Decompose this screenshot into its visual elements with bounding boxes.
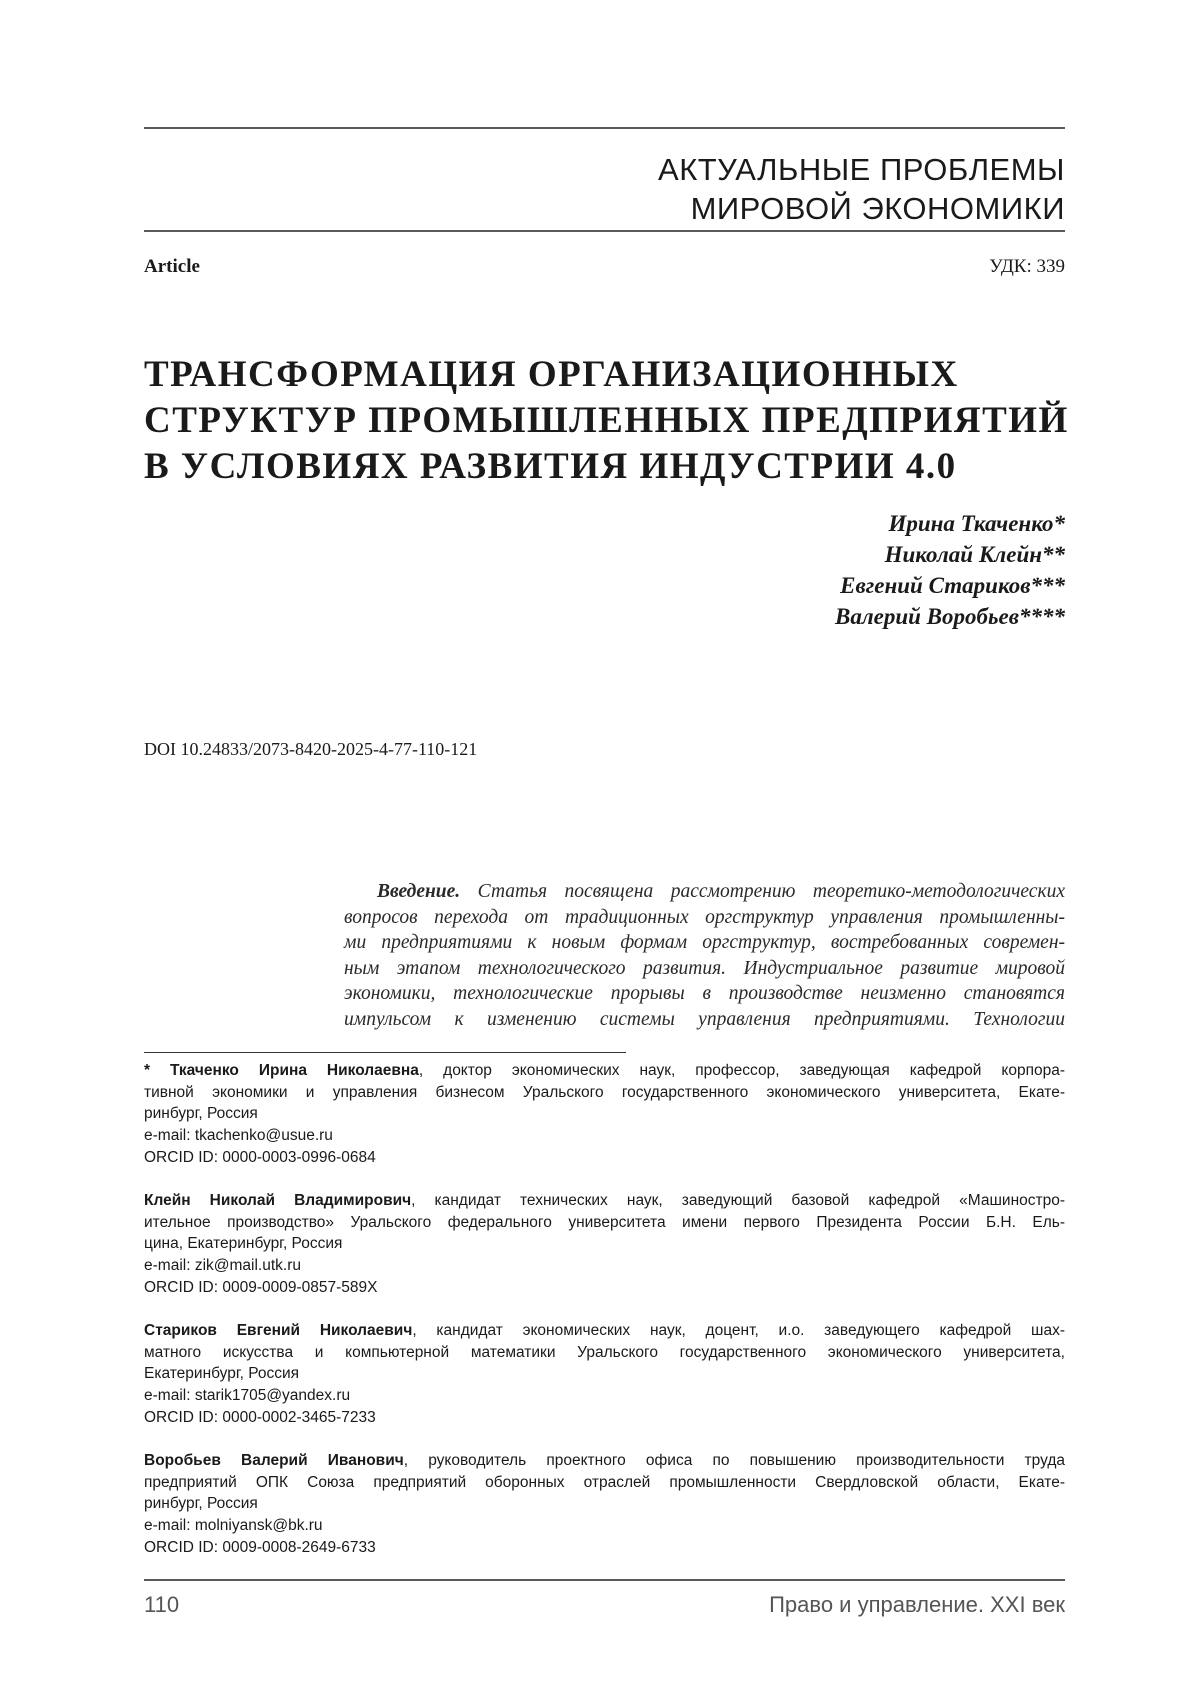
- journal-name: Право и управление. XXI век: [769, 1592, 1065, 1617]
- author-list: [835, 508, 1065, 632]
- section-title-line2: МИРОВОЙ ЭКОНОМИКИ: [690, 191, 1065, 226]
- footnote-email[interactable]: e-mail: molniyansk@bk.ru: [144, 1517, 323, 1535]
- author-footnote: [144, 1450, 1065, 1559]
- author-footnotes: [144, 1060, 1065, 1580]
- footnote-text: , кандидат технических наук, заведующий базовой кафедрой «Машиностро-: [411, 1192, 1065, 1210]
- footnote-line: ринбург, Россия: [144, 1105, 258, 1123]
- footnote-email[interactable]: e-mail: starik1705@yandex.ru: [144, 1387, 351, 1405]
- author-name: Ирина Ткаченко*: [888, 511, 1065, 536]
- footnote-orcid: ORCID ID: 0000-0003-0996-0684: [144, 1148, 376, 1166]
- footnote-author-name: Воробьев Валерий Иванович: [144, 1452, 404, 1470]
- page-number: 110: [144, 1592, 180, 1617]
- udk-code: УДК: 339: [989, 256, 1065, 277]
- footnote-email[interactable]: e-mail: tkachenko@usue.ru: [144, 1127, 333, 1145]
- footnote-line: предприятий ОПК Союза предприятий оборонных отраслей промышленности Свердловской области, Екате-: [144, 1473, 1065, 1491]
- section-rule: [144, 230, 1065, 232]
- footnote-line: [144, 1190, 1065, 1212]
- abstract-line: экономики, технологические прорывы в производстве неизменно становятся: [344, 983, 1065, 1004]
- footnote-line: матного искусства и компьютерной математики Уральского государственного экономического университета,: [144, 1343, 1065, 1361]
- footnote-line: Екатеринбург, Россия: [144, 1365, 300, 1383]
- title-line1: ТРАНСФОРМАЦИЯ ОРГАНИЗАЦИОННЫХ: [144, 354, 959, 395]
- doi-link[interactable]: DOI 10.24833/2073-8420-2025-4-77-110-121: [144, 739, 478, 759]
- abstract: [344, 879, 1065, 1032]
- article-type-label: Article: [144, 256, 200, 277]
- footnote-orcid: ORCID ID: 0000-0002-3465-7233: [144, 1408, 376, 1426]
- abstract-line: [344, 879, 1065, 905]
- title-line2: СТРУКТУР ПРОМЫШЛЕННЫХ ПРЕДПРИЯТИЙ: [144, 400, 1069, 441]
- footnote-author-name: * Ткаченко Ирина Николаевна: [144, 1062, 419, 1079]
- footnote-separator: [144, 1052, 626, 1053]
- footnote-line: [144, 1060, 1065, 1082]
- footnote-line: цина, Екатеринбург, Россия: [144, 1235, 343, 1253]
- abstract-line: вопросов перехода от традиционных оргструктур управления промышленны-: [344, 906, 1065, 928]
- footnote-line: [144, 1450, 1065, 1472]
- footnote-line: тивной экономики и управления бизнесом Уральского государственного экономического университета, Екате-: [144, 1083, 1065, 1101]
- top-rule: [144, 127, 1065, 129]
- title-line3: В УСЛОВИЯХ РАЗВИТИЯ ИНДУСТРИИ 4.0: [144, 446, 957, 487]
- footnote-orcid: ORCID ID: 0009-0009-0857-589X: [144, 1278, 378, 1296]
- author-name: Евгений Стариков***: [840, 573, 1065, 598]
- footnote-line: [144, 1320, 1065, 1342]
- footnote-line: ринбург, Россия: [144, 1495, 258, 1513]
- abstract-line1-text: Статья посвящена рассмотрению теоретико-методологических: [477, 881, 1065, 902]
- footnote-text: , доктор экономических наук, профессор, заведующая кафедрой корпора-: [418, 1062, 1065, 1079]
- footnote-text: , руководитель проектного офиса по повышению производительности труда: [403, 1452, 1065, 1470]
- footnote-email[interactable]: e-mail: zik@mail.utk.ru: [144, 1257, 301, 1275]
- article-title: [144, 352, 1074, 490]
- author-footnote: [144, 1320, 1065, 1429]
- abstract-lead: Введение.: [377, 881, 461, 902]
- abstract-line: ным этапом технологического развития. Индустриальное развитие мировой: [344, 957, 1065, 979]
- author-name: Валерий Воробьев****: [835, 604, 1065, 629]
- abstract-line: импульсом к изменению системы управления предприятиями. Технологии: [344, 1008, 1065, 1030]
- author-name: Николай Клейн**: [884, 542, 1065, 567]
- section-title: [658, 150, 1065, 228]
- footnote-orcid: ORCID ID: 0009-0008-2649-6733: [144, 1538, 376, 1556]
- section-title-line1: АКТУАЛЬНЫЕ ПРОБЛЕМЫ: [658, 152, 1065, 187]
- footnote-line: ительное производство» Уральского федерального университета имени первого Президента России Б.Н. Ель-: [144, 1213, 1065, 1231]
- footnote-text: , кандидат экономических наук, доцент, и.о. заведующего кафедрой шах-: [412, 1322, 1065, 1340]
- footer-rule: [144, 1579, 1065, 1581]
- author-footnote: [144, 1190, 1065, 1299]
- author-footnote: [144, 1060, 1065, 1169]
- abstract-line: ми предприятиями к новым формам оргструктур, востребованных современ-: [344, 932, 1065, 953]
- footnote-author-name: Стариков Евгений Николаевич: [144, 1322, 413, 1340]
- footnote-author-name: Клейн Николай Владимирович: [144, 1192, 412, 1210]
